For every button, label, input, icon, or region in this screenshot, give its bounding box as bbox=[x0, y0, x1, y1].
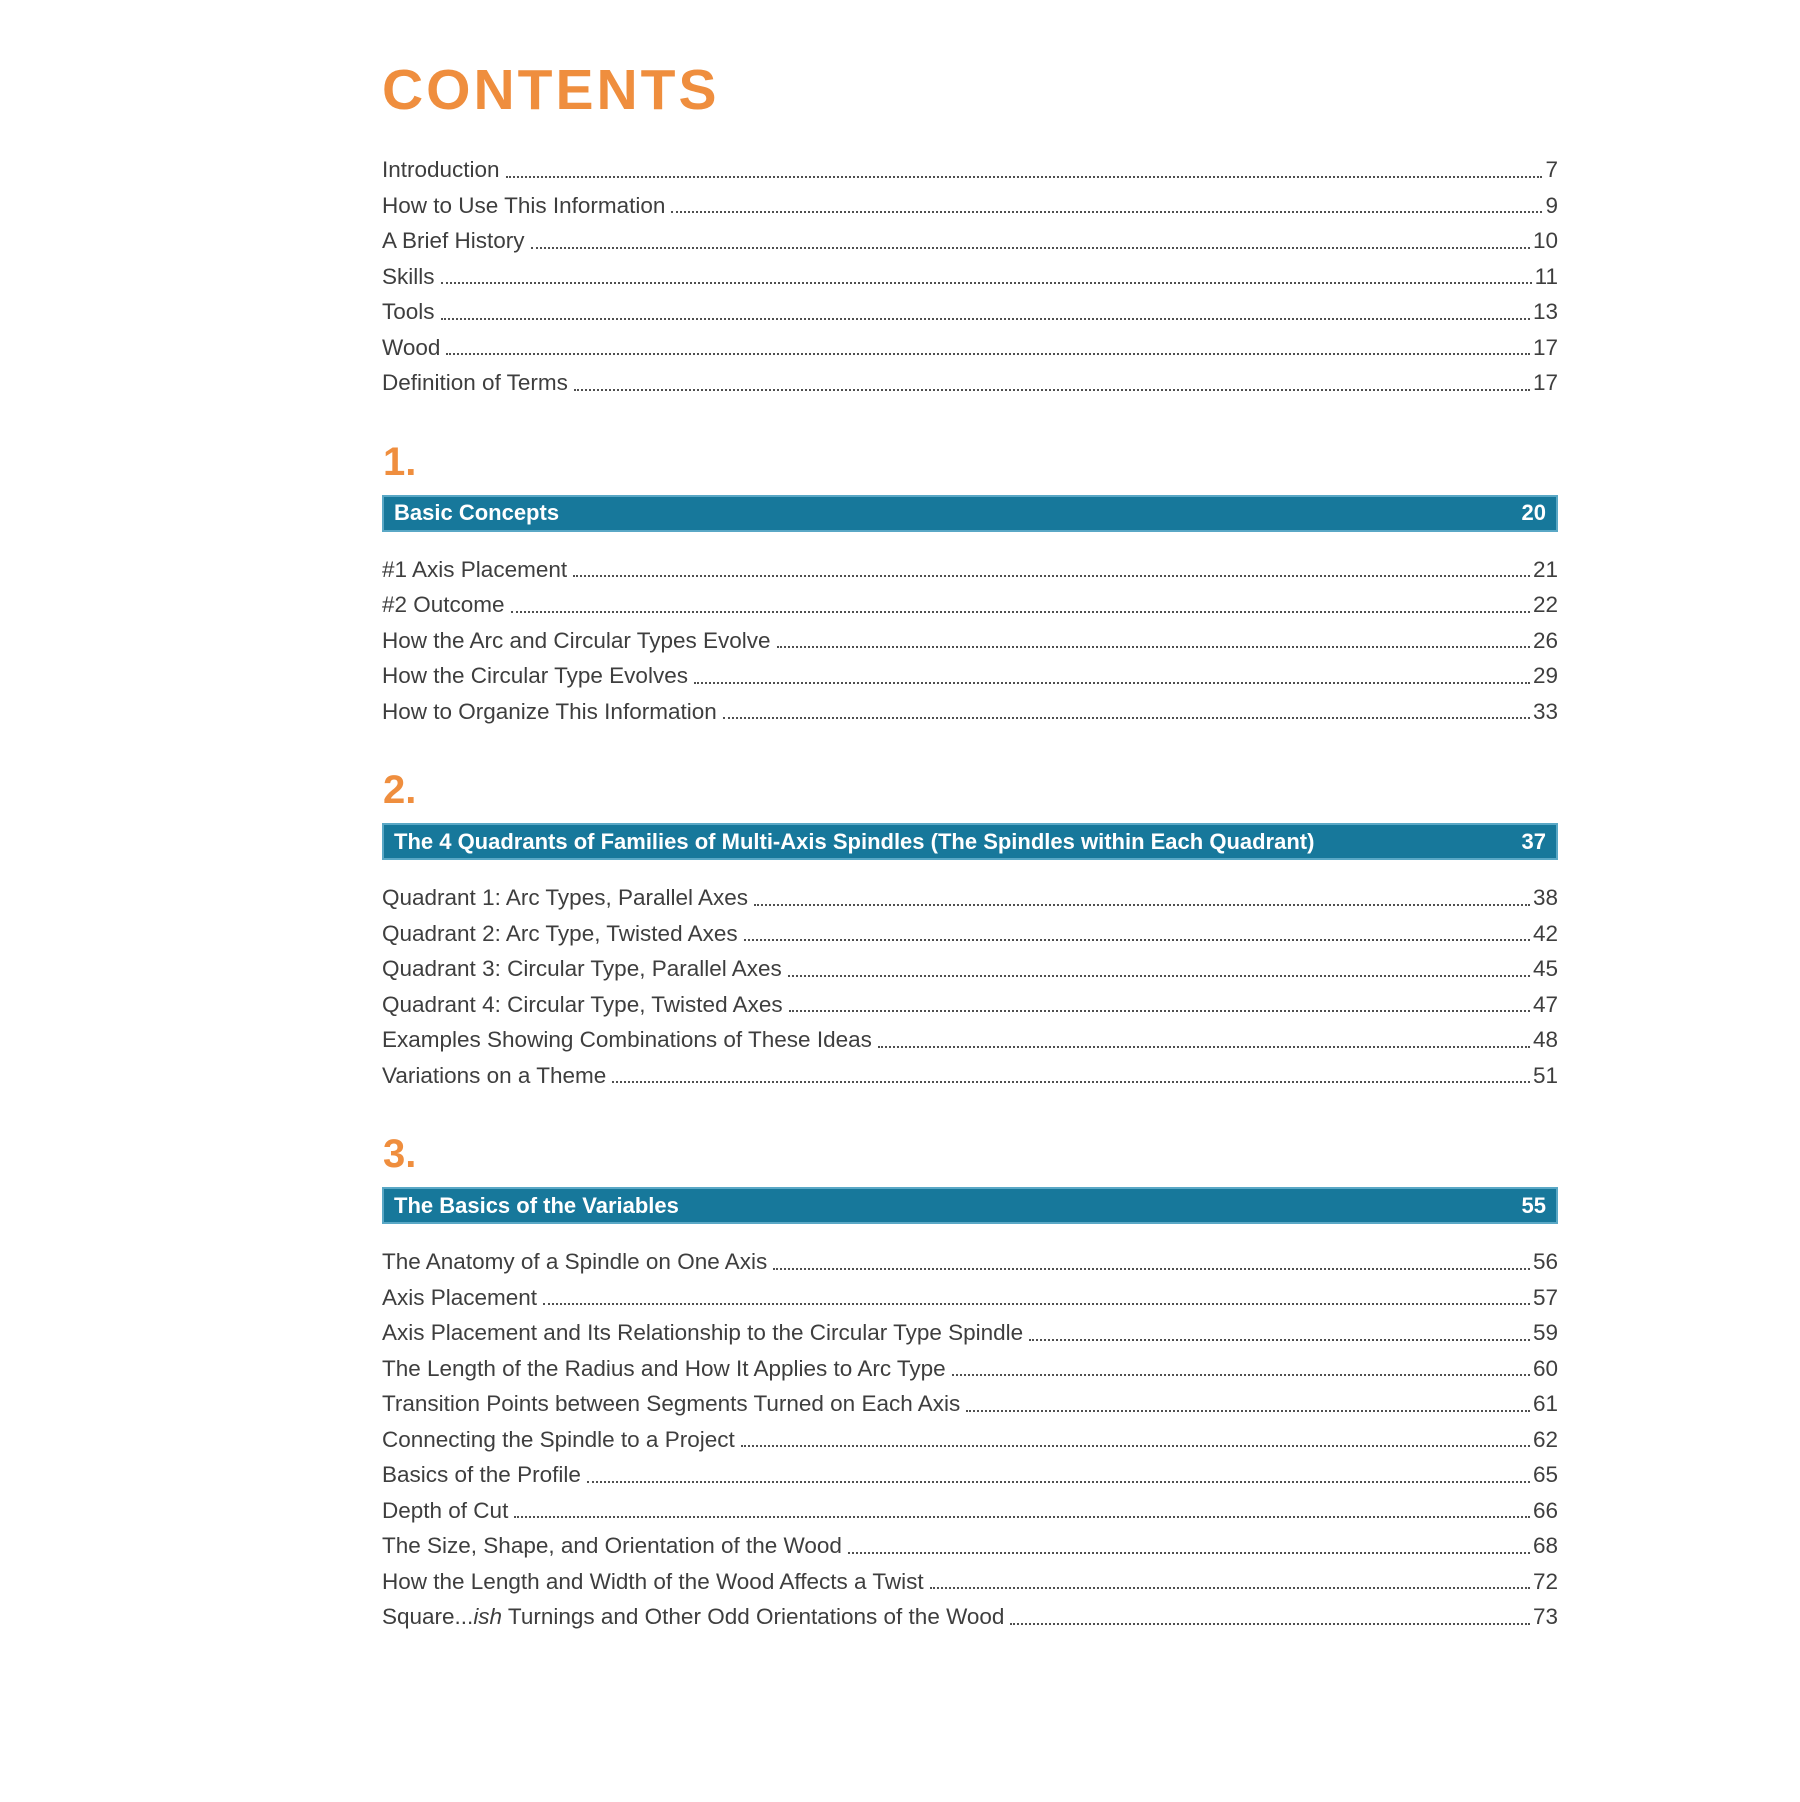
entry-page-number: 62 bbox=[1532, 1426, 1558, 1452]
toc-entry bbox=[382, 1383, 1558, 1419]
entry-dot-leader bbox=[506, 176, 1543, 178]
entry-title: How the Arc and Circular Types Evolve bbox=[382, 627, 771, 653]
entry-page-number: 45 bbox=[1532, 956, 1558, 982]
entry-page-number: 29 bbox=[1532, 663, 1558, 689]
entry-dot-leader bbox=[441, 318, 1530, 320]
entry-title: The Size, Shape, and Orientation of the Wood bbox=[382, 1533, 842, 1559]
entry-dot-leader bbox=[930, 1587, 1530, 1589]
entry-dot-leader bbox=[788, 975, 1530, 977]
section-page-number: 20 bbox=[1521, 500, 1546, 525]
contents-page bbox=[382, 0, 1558, 1632]
toc-entry bbox=[382, 1596, 1558, 1632]
entry-title: Tools bbox=[382, 299, 435, 325]
toc-entry bbox=[382, 1055, 1558, 1091]
toc-entry bbox=[382, 984, 1558, 1020]
entry-title: Quadrant 4: Circular Type, Twisted Axes bbox=[382, 991, 783, 1017]
entry-title: How to Use This Information bbox=[382, 192, 666, 218]
entry-title: How to Organize This Information bbox=[382, 698, 717, 724]
entry-dot-leader bbox=[1029, 1339, 1530, 1341]
entry-dot-leader bbox=[531, 247, 1530, 249]
entry-dot-leader bbox=[446, 353, 1530, 355]
section-number: 3. bbox=[383, 1132, 417, 1176]
toc-entry bbox=[382, 1454, 1558, 1490]
toc-entry bbox=[382, 1019, 1558, 1055]
entry-title: Quadrant 1: Arc Types, Parallel Axes bbox=[382, 885, 749, 911]
toc-entry bbox=[382, 1525, 1558, 1561]
entry-page-number: 56 bbox=[1532, 1249, 1558, 1275]
entry-title-segment: Turnings and Other Odd Orientations of the Wood bbox=[502, 1604, 1005, 1630]
entry-page-number: 11 bbox=[1534, 263, 1558, 289]
page-title: CONTENTS bbox=[382, 58, 720, 122]
section-title: The 4 Quadrants of Families of Multi-Axis Spindles (The Spindles within Each Quadrant) bbox=[394, 828, 1315, 854]
entry-title: Quadrant 2: Arc Type, Twisted Axes bbox=[382, 920, 738, 946]
toc-section bbox=[382, 439, 1558, 727]
toc-entry bbox=[382, 1277, 1558, 1313]
entry-title: #1 Axis Placement bbox=[382, 556, 568, 582]
entry-title: Depth of Cut bbox=[382, 1497, 509, 1523]
section-number: 1. bbox=[383, 439, 417, 484]
entry-page-number: 38 bbox=[1532, 885, 1558, 911]
section-header-bar bbox=[382, 495, 1558, 532]
entry-dot-leader bbox=[878, 1046, 1530, 1048]
entry-page-number: 60 bbox=[1532, 1355, 1558, 1381]
toc-section bbox=[382, 770, 1558, 1090]
toc-entry bbox=[382, 220, 1558, 256]
entry-dot-leader bbox=[777, 646, 1530, 648]
section-number: 2. bbox=[383, 768, 417, 812]
entry-title-italic-segment: ish bbox=[473, 1604, 503, 1630]
entry-dot-leader bbox=[573, 575, 1530, 577]
entry-page-number: 13 bbox=[1532, 299, 1558, 325]
section-entries bbox=[382, 877, 1558, 1090]
entry-title: Examples Showing Combinations of These Ideas bbox=[382, 1027, 872, 1053]
toc-entry bbox=[382, 655, 1558, 691]
entry-dot-leader bbox=[723, 717, 1530, 719]
entry-dot-leader bbox=[587, 1481, 1530, 1483]
entry-page-number: 47 bbox=[1532, 991, 1558, 1017]
entry-page-number: 65 bbox=[1532, 1462, 1558, 1488]
entry-page-number: 48 bbox=[1532, 1027, 1558, 1053]
entry-title: Transition Points between Segments Turned on Each Axis bbox=[382, 1391, 961, 1417]
toc-entry bbox=[382, 291, 1558, 327]
entry-title: #2 Outcome bbox=[382, 592, 505, 618]
entry-dot-leader bbox=[848, 1552, 1530, 1554]
entry-dot-leader bbox=[741, 1445, 1530, 1447]
toc-entry bbox=[382, 1419, 1558, 1455]
entry-dot-leader bbox=[671, 211, 1542, 213]
toc-entry bbox=[382, 1490, 1558, 1526]
toc-entry bbox=[382, 1561, 1558, 1597]
entry-dot-leader bbox=[966, 1410, 1530, 1412]
entry-page-number: 10 bbox=[1532, 228, 1558, 254]
section-header-bar bbox=[382, 1187, 1558, 1224]
entry-dot-leader bbox=[754, 904, 1530, 906]
entry-title: Axis Placement and Its Relationship to the Circular Type Spindle bbox=[382, 1320, 1024, 1346]
entry-title: Axis Placement bbox=[382, 1284, 538, 1310]
toc-entry bbox=[382, 1241, 1558, 1277]
toc-entry bbox=[382, 185, 1558, 221]
entry-page-number: 22 bbox=[1532, 592, 1558, 618]
entry-title: Definition of Terms bbox=[382, 370, 568, 396]
entry-title: Introduction bbox=[382, 157, 500, 183]
entry-page-number: 33 bbox=[1532, 698, 1558, 724]
sections-list bbox=[382, 439, 1558, 1632]
entry-dot-leader bbox=[511, 611, 1530, 613]
entry-title: The Anatomy of a Spindle on One Axis bbox=[382, 1249, 768, 1275]
entry-dot-leader bbox=[574, 389, 1530, 391]
toc-entry bbox=[382, 362, 1558, 398]
section-page-number: 37 bbox=[1521, 828, 1546, 854]
entry-page-number: 17 bbox=[1532, 370, 1558, 396]
entry-title: How the Circular Type Evolves bbox=[382, 663, 688, 689]
entry-title: The Length of the Radius and How It Applies to Arc Type bbox=[382, 1355, 946, 1381]
entry-dot-leader bbox=[789, 1010, 1530, 1012]
section-title: Basic Concepts bbox=[394, 500, 560, 525]
toc-entry bbox=[382, 877, 1558, 913]
entry-dot-leader bbox=[952, 1374, 1530, 1376]
entry-page-number: 59 bbox=[1532, 1320, 1558, 1346]
entry-dot-leader bbox=[694, 682, 1530, 684]
section-header-bar bbox=[382, 823, 1558, 860]
entry-page-number: 68 bbox=[1532, 1533, 1558, 1559]
toc-entry bbox=[382, 691, 1558, 727]
entry-page-number: 51 bbox=[1532, 1062, 1558, 1088]
toc-entry bbox=[382, 1312, 1558, 1348]
toc-entry bbox=[382, 913, 1558, 949]
entry-page-number: 73 bbox=[1532, 1604, 1558, 1630]
section-entries bbox=[382, 549, 1558, 727]
entry-title: Connecting the Spindle to a Project bbox=[382, 1426, 735, 1452]
entry-dot-leader bbox=[773, 1268, 1530, 1270]
entry-page-number: 26 bbox=[1532, 627, 1558, 653]
entry-title: Skills bbox=[382, 263, 435, 289]
entry-title-segment: Square... bbox=[382, 1604, 474, 1630]
entry-page-number: 9 bbox=[1545, 192, 1558, 218]
toc-entry bbox=[382, 1348, 1558, 1384]
front-matter-list bbox=[382, 149, 1558, 398]
section-title: The Basics of the Variables bbox=[394, 1192, 679, 1218]
toc-entry bbox=[382, 620, 1558, 656]
toc-entry bbox=[382, 149, 1558, 185]
entry-page-number: 21 bbox=[1532, 556, 1558, 582]
entry-title: A Brief History bbox=[382, 228, 525, 254]
entry-page-number: 7 bbox=[1545, 157, 1558, 183]
entry-title: Quadrant 3: Circular Type, Parallel Axes bbox=[382, 956, 782, 982]
entry-page-number: 61 bbox=[1532, 1391, 1558, 1417]
entry-page-number: 66 bbox=[1532, 1497, 1558, 1523]
entry-page-number: 42 bbox=[1532, 920, 1558, 946]
entry-dot-leader bbox=[543, 1303, 1530, 1305]
toc-entry bbox=[382, 256, 1558, 292]
entry-dot-leader bbox=[612, 1081, 1530, 1083]
entry-title: Variations on a Theme bbox=[382, 1062, 607, 1088]
entry-dot-leader bbox=[441, 282, 1532, 284]
entry-page-number: 17 bbox=[1532, 334, 1558, 360]
entry-dot-leader bbox=[744, 939, 1530, 941]
entry-title: How the Length and Width of the Wood Affects a Twist bbox=[382, 1568, 924, 1594]
section-entries bbox=[382, 1241, 1558, 1632]
entry-title bbox=[382, 1603, 1004, 1631]
section-page-number: 55 bbox=[1521, 1192, 1546, 1218]
entry-page-number: 72 bbox=[1532, 1568, 1558, 1594]
toc-entry bbox=[382, 327, 1558, 363]
entry-page-number: 57 bbox=[1532, 1284, 1558, 1310]
toc-entry bbox=[382, 549, 1558, 585]
toc-section bbox=[382, 1134, 1558, 1632]
entry-dot-leader bbox=[1010, 1623, 1530, 1625]
entry-dot-leader bbox=[514, 1516, 1530, 1518]
entry-title: Wood bbox=[382, 334, 441, 360]
entry-title: Basics of the Profile bbox=[382, 1462, 581, 1488]
toc-entry bbox=[382, 948, 1558, 984]
toc-entry bbox=[382, 584, 1558, 620]
